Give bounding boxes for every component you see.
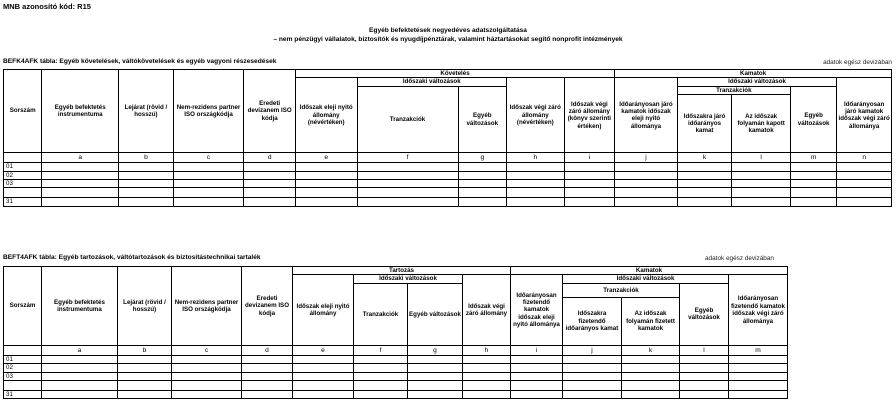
data-cell[interactable]: [357, 198, 458, 206]
data-cell[interactable]: [172, 364, 242, 372]
t1-letter: n: [837, 153, 892, 163]
t2-letter: l: [680, 345, 729, 355]
t1-h-g: Egyéb változások: [458, 86, 506, 152]
data-cell[interactable]: [729, 381, 788, 391]
data-cell[interactable]: [42, 372, 118, 380]
data-cell[interactable]: [118, 381, 172, 391]
t2-letter: a: [42, 345, 118, 355]
t2-h-b: Lejárat (rövid / hosszú): [118, 267, 172, 346]
data-cell[interactable]: [563, 381, 622, 391]
data-cell[interactable]: [293, 372, 354, 380]
data-cell[interactable]: [173, 163, 244, 171]
data-cell[interactable]: [42, 180, 119, 188]
t2-h-i: Időarányosan fizetendő kamatok időszak eleji nyitó állománya: [511, 275, 563, 345]
data-cell[interactable]: [458, 163, 506, 171]
data-cell[interactable]: [293, 391, 354, 399]
data-cell[interactable]: [837, 188, 892, 198]
t2-h-sorszam: Sorszám: [4, 267, 42, 346]
data-cell[interactable]: [42, 364, 118, 372]
row-number: 02: [4, 171, 42, 179]
data-cell[interactable]: [242, 372, 293, 380]
data-cell[interactable]: [790, 171, 836, 179]
table2-beft4afk: [3, 266, 788, 399]
row-number: 01: [4, 163, 42, 171]
data-cell[interactable]: [42, 381, 118, 391]
t1-letter: c: [173, 153, 244, 163]
data-cell[interactable]: [732, 198, 791, 206]
t1-letter: g: [458, 153, 506, 163]
data-cell[interactable]: [680, 355, 729, 363]
t2-letter: b: [118, 345, 172, 355]
data-cell[interactable]: [172, 372, 242, 380]
t1-h-transactions: Tranzakciók: [677, 86, 790, 94]
table2-unit: adatok egész devizában: [705, 255, 774, 262]
data-cell[interactable]: [295, 163, 357, 171]
table-row: [4, 198, 892, 206]
data-cell[interactable]: [173, 188, 244, 198]
t2-h-e: Időszak eleji nyitó állomány: [293, 275, 354, 345]
data-cell[interactable]: [680, 381, 729, 391]
t1-h-f: Tranzakciók: [357, 86, 458, 152]
data-cell[interactable]: [563, 372, 622, 380]
data-cell[interactable]: [408, 372, 463, 380]
data-cell[interactable]: [42, 171, 119, 179]
table2-name: BEFT4AFK tábla: Egyéb tartozások, váltótartozások és biztosítástechnikai tartalék: [3, 254, 261, 261]
data-cell[interactable]: [677, 163, 732, 171]
t1-h-j: Időarányosan járó kamatok időszak eleji nyitó állománya: [615, 78, 678, 153]
data-cell[interactable]: [242, 355, 293, 363]
data-cell[interactable]: [357, 188, 458, 198]
t1-h-c: Nem-rezidens partner ISO országkódja: [173, 70, 244, 153]
data-cell[interactable]: [244, 188, 296, 198]
data-cell[interactable]: [622, 391, 680, 399]
table-row: [4, 391, 788, 399]
data-cell[interactable]: [564, 180, 615, 188]
t2-h-j: Időszakra fizetendő időarányos kamat: [563, 297, 622, 345]
data-cell[interactable]: [507, 198, 565, 206]
data-cell[interactable]: [119, 171, 174, 179]
data-cell[interactable]: [242, 391, 293, 399]
data-cell[interactable]: [354, 381, 408, 391]
data-cell[interactable]: [615, 198, 678, 206]
data-cell[interactable]: [458, 180, 506, 188]
data-cell[interactable]: [242, 381, 293, 391]
t1-letter: i: [564, 153, 615, 163]
t1-h-l: Az időszak folyamán kapott kamatok: [732, 95, 791, 153]
data-cell[interactable]: [244, 180, 296, 188]
data-cell[interactable]: [463, 381, 511, 391]
table-row: [4, 171, 892, 179]
t2-h-group-debt: Tartozás: [293, 267, 511, 275]
data-cell[interactable]: [458, 188, 506, 198]
table-row: [4, 163, 892, 171]
table1-befk4afk: [3, 69, 892, 207]
row-number: 01: [4, 355, 42, 363]
data-cell[interactable]: [119, 188, 174, 198]
row-number: 31: [4, 198, 42, 206]
t2-h-f: Tranzakciók: [354, 283, 408, 345]
t2-letter: m: [729, 345, 788, 355]
data-cell[interactable]: [732, 171, 791, 179]
data-cell[interactable]: [615, 171, 678, 179]
data-cell[interactable]: [458, 198, 506, 206]
data-cell[interactable]: [408, 355, 463, 363]
data-cell[interactable]: [677, 180, 732, 188]
data-cell[interactable]: [615, 180, 678, 188]
data-cell[interactable]: [119, 163, 174, 171]
t1-letter: f: [357, 153, 458, 163]
t1-letter: e: [295, 153, 357, 163]
table-row: [4, 372, 788, 380]
data-cell[interactable]: [354, 355, 408, 363]
t2-h-g: Egyéb változások: [408, 283, 463, 345]
data-cell[interactable]: [622, 381, 680, 391]
data-cell[interactable]: [42, 355, 118, 363]
t1-letter: j: [615, 153, 678, 163]
data-cell[interactable]: [408, 364, 463, 372]
t2-h-l: Egyéb változások: [680, 283, 729, 345]
data-cell[interactable]: [295, 188, 357, 198]
table-row: [4, 381, 788, 391]
data-cell[interactable]: [729, 391, 788, 399]
data-cell[interactable]: [408, 391, 463, 399]
data-cell[interactable]: [173, 180, 244, 188]
data-cell[interactable]: [293, 364, 354, 372]
data-cell[interactable]: [732, 180, 791, 188]
data-cell[interactable]: [463, 372, 511, 380]
t2-letter: g: [408, 345, 463, 355]
data-cell[interactable]: [563, 355, 622, 363]
data-cell[interactable]: [295, 198, 357, 206]
row-number: 31: [4, 391, 42, 399]
data-cell[interactable]: [732, 163, 791, 171]
data-cell[interactable]: [622, 355, 680, 363]
t2-h-a: Egyéb befektetés instrumentuma: [42, 267, 118, 346]
data-cell[interactable]: [677, 188, 732, 198]
t1-h-sorszam: Sorszám: [4, 70, 42, 153]
t2-letter: j: [563, 345, 622, 355]
t1-letter: b: [119, 153, 174, 163]
data-cell[interactable]: [563, 391, 622, 399]
data-cell[interactable]: [354, 364, 408, 372]
table1-unit: adatok egész devizában: [823, 59, 892, 66]
table-row: [4, 355, 788, 363]
t1-h-h: Időszak végi záró állomány (névértéken): [507, 78, 565, 153]
data-cell[interactable]: [118, 364, 172, 372]
data-cell[interactable]: [564, 163, 615, 171]
data-cell[interactable]: [408, 381, 463, 391]
data-cell[interactable]: [563, 364, 622, 372]
data-cell[interactable]: [837, 198, 892, 206]
data-cell[interactable]: [295, 180, 357, 188]
data-cell[interactable]: [42, 198, 119, 206]
t2-letter: f: [354, 345, 408, 355]
data-cell[interactable]: [42, 391, 118, 399]
data-cell[interactable]: [729, 355, 788, 363]
data-cell[interactable]: [463, 355, 511, 363]
row-number: [4, 188, 42, 198]
t1-letter: l: [732, 153, 791, 163]
t1-h-period-changes: Időszaki változások: [357, 78, 507, 86]
data-cell[interactable]: [790, 180, 836, 188]
t1-h-d: Eredeti devizanem ISO kódja: [244, 70, 296, 153]
data-cell[interactable]: [244, 163, 296, 171]
table-row: [4, 188, 892, 198]
t2-letter: h: [463, 345, 511, 355]
data-cell[interactable]: [172, 355, 242, 363]
data-cell[interactable]: [463, 364, 511, 372]
data-cell[interactable]: [511, 355, 563, 363]
data-cell[interactable]: [172, 391, 242, 399]
data-cell[interactable]: [354, 391, 408, 399]
t2-h-transactions: Tranzakciók: [563, 283, 680, 297]
data-cell[interactable]: [511, 381, 563, 391]
t1-h-n: Időarányosan járó kamatok időszak végi záró állománya: [837, 78, 892, 153]
data-cell[interactable]: [511, 364, 563, 372]
data-cell[interactable]: [42, 163, 119, 171]
data-cell[interactable]: [837, 163, 892, 171]
data-cell[interactable]: [118, 372, 172, 380]
data-cell[interactable]: [507, 163, 565, 171]
data-cell[interactable]: [622, 372, 680, 380]
t2-letter: i: [511, 345, 563, 355]
data-cell[interactable]: [357, 171, 458, 179]
row-number: [4, 381, 42, 391]
data-cell[interactable]: [511, 372, 563, 380]
data-cell[interactable]: [507, 171, 565, 179]
mnb-code-label: MNB azonosító kód: R15: [3, 2, 91, 11]
t1-h-k: Időszakra járó időarányos kamat: [677, 95, 732, 153]
data-cell[interactable]: [357, 180, 458, 188]
data-cell[interactable]: [293, 381, 354, 391]
table1-name: BEFK4AFK tábla: Egyéb követelések, váltókövetelések és egyéb vagyoni részesedések: [3, 58, 277, 65]
data-cell[interactable]: [564, 198, 615, 206]
t2-letter: c: [172, 345, 242, 355]
data-cell[interactable]: [118, 355, 172, 363]
row-number: 03: [4, 372, 42, 380]
data-cell[interactable]: [357, 163, 458, 171]
t1-h-b: Lejárat (rövid / hosszú): [119, 70, 174, 153]
t2-letter: k: [622, 345, 680, 355]
data-cell[interactable]: [173, 198, 244, 206]
data-cell[interactable]: [42, 188, 119, 198]
data-cell[interactable]: [507, 188, 565, 198]
data-cell[interactable]: [564, 188, 615, 198]
data-cell[interactable]: [837, 171, 892, 179]
data-cell[interactable]: [837, 180, 892, 188]
data-cell[interactable]: [458, 171, 506, 179]
t2-letter: e: [293, 345, 354, 355]
data-cell[interactable]: [790, 198, 836, 206]
table-row: [4, 180, 892, 188]
data-cell[interactable]: [790, 188, 836, 198]
data-cell[interactable]: [677, 171, 732, 179]
t2-h-interest-changes: Időszaki változások: [563, 275, 729, 283]
data-cell[interactable]: [564, 171, 615, 179]
data-cell[interactable]: [293, 355, 354, 363]
data-cell[interactable]: [615, 188, 678, 198]
t2-h-m: Időarányosan fizetendő kamatok időszak végi záró állománya: [729, 275, 788, 345]
data-cell[interactable]: [680, 391, 729, 399]
report-title-line2: – nem pénzügyi vállalatok, biztosítók és nyugdíjpénztárak, valamint háztartásokat segítő nonprofit intézmények: [273, 36, 623, 43]
row-number: 03: [4, 180, 42, 188]
data-cell[interactable]: [354, 372, 408, 380]
data-cell[interactable]: [119, 180, 174, 188]
t1-h-a: Egyéb befektetés instrumentuma: [42, 70, 119, 153]
data-cell[interactable]: [729, 364, 788, 372]
t2-h-h: Időszak végi záró állomány: [463, 275, 511, 345]
t1-letter-blank: [4, 153, 42, 163]
t2-letter-blank: [4, 345, 42, 355]
table-row: [4, 364, 788, 372]
data-cell[interactable]: [677, 198, 732, 206]
data-cell[interactable]: [173, 171, 244, 179]
t1-letter: h: [507, 153, 565, 163]
t1-h-group-claims: Követelés: [295, 70, 614, 78]
t1-h-group-interest: Kamatok: [615, 70, 892, 78]
data-cell[interactable]: [511, 391, 563, 399]
t2-h-d: Eredeti devizanem ISO kódja: [242, 267, 293, 346]
t2-h-k: Az időszak folyamán fizetett kamatok: [622, 297, 680, 345]
data-cell[interactable]: [622, 364, 680, 372]
data-cell[interactable]: [507, 180, 565, 188]
t2-h-group-interest: Kamatok: [511, 267, 788, 275]
data-cell[interactable]: [680, 364, 729, 372]
data-cell[interactable]: [790, 163, 836, 171]
t1-h-i: Időszak végi záró állomány (könyv szerinti értéken): [564, 78, 615, 153]
report-title: [0, 26, 896, 44]
t1-letter: m: [790, 153, 836, 163]
data-cell[interactable]: [118, 391, 172, 399]
t1-letter: d: [244, 153, 296, 163]
data-cell[interactable]: [615, 163, 678, 171]
t1-h-e: Időszak eleji nyitó állomány (névértéken): [295, 78, 357, 153]
t1-letter: k: [677, 153, 732, 163]
t2-h-period-changes: Időszaki változások: [354, 275, 463, 283]
data-cell[interactable]: [729, 372, 788, 380]
data-cell[interactable]: [242, 364, 293, 372]
t1-h-interest-changes: Időszaki változások: [677, 78, 837, 86]
data-cell[interactable]: [172, 381, 242, 391]
t2-letter: d: [242, 345, 293, 355]
report-title-line1: Egyéb befektetések negyedéves adatszolgáltatása: [369, 27, 527, 34]
data-cell[interactable]: [244, 198, 296, 206]
data-cell[interactable]: [119, 198, 174, 206]
row-number: 02: [4, 364, 42, 372]
data-cell[interactable]: [463, 391, 511, 399]
data-cell[interactable]: [680, 372, 729, 380]
data-cell[interactable]: [244, 171, 296, 179]
t1-letter: a: [42, 153, 119, 163]
t2-h-c: Nem-rezidens partner ISO országkódja: [172, 267, 242, 346]
data-cell[interactable]: [732, 188, 791, 198]
data-cell[interactable]: [295, 171, 357, 179]
t1-h-m: Egyéb változások: [790, 86, 836, 152]
